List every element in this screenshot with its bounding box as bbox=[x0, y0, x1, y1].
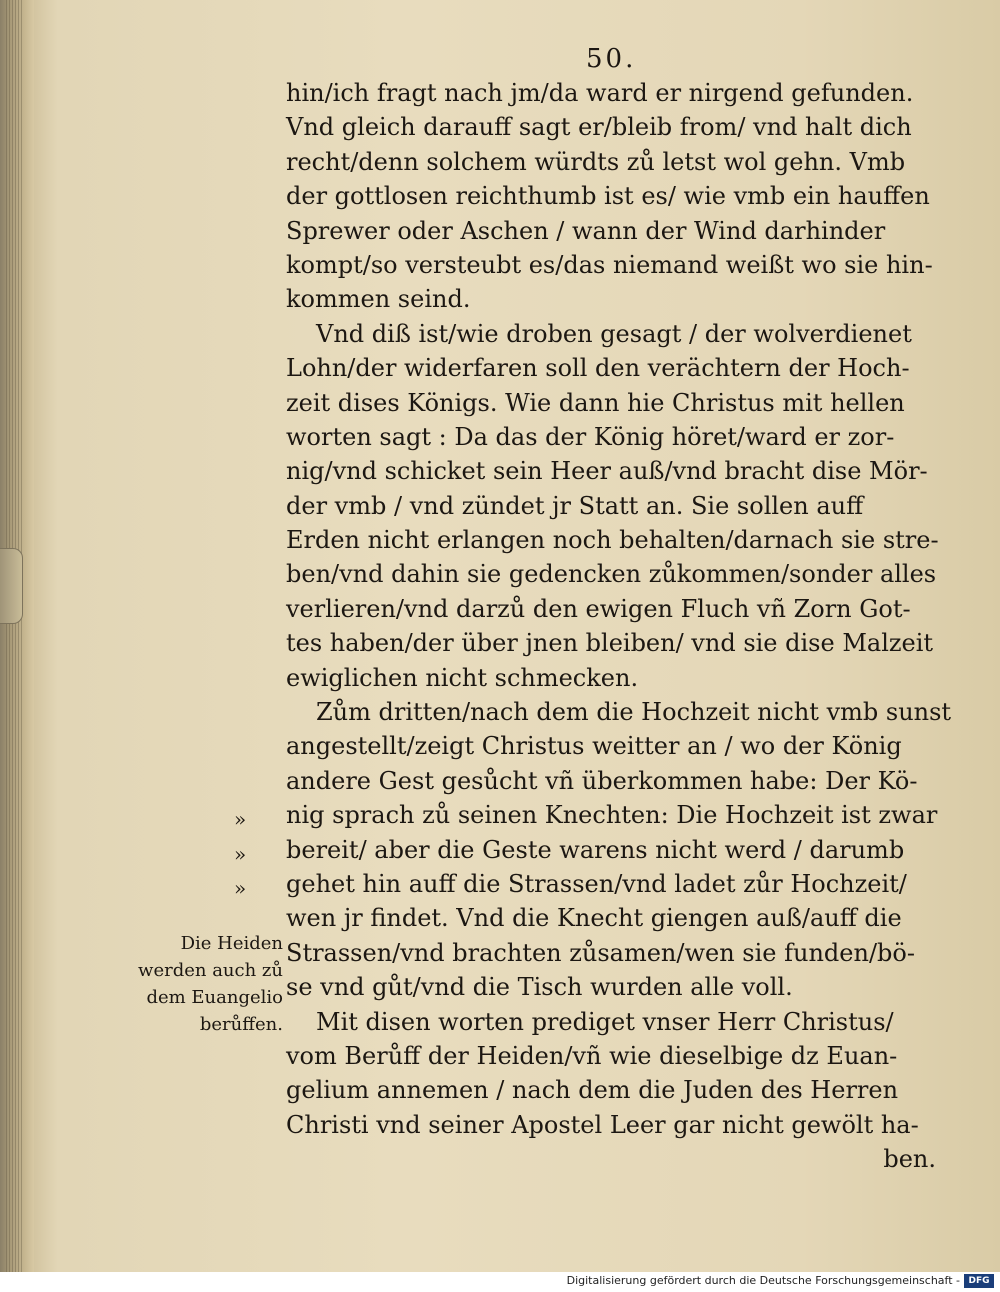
margin-note bbox=[118, 930, 283, 1038]
text-line: ben. bbox=[883, 1145, 936, 1174]
text-line: der vmb / vnd zündet jr Statt an. Sie sollen auff bbox=[286, 491, 864, 520]
text-line: Vnd gleich darauff sagt er/bleib from/ vnd halt dich bbox=[286, 113, 912, 142]
text-line: Zům dritten/nach dem die Hochzeit nicht vmb sunst bbox=[316, 698, 952, 727]
dfg-logo[interactable]: DFG bbox=[964, 1274, 994, 1288]
text-line: tes haben/der über jnen bleiben/ vnd sie dise Malzeit bbox=[286, 629, 934, 658]
text-line: hin/ich fragt nach jm/da ward er nirgend gefunden. bbox=[286, 79, 914, 107]
text-line: gehet hin auff die Strassen/vnd ladet zůr Hochzeit/ bbox=[286, 869, 907, 898]
quoted-line bbox=[234, 867, 936, 901]
quoted-line bbox=[234, 798, 938, 832]
text-line: Christi vnd seiner Apostel Leer gar nicht gewölt ha- bbox=[286, 1110, 919, 1139]
text-line: recht/denn solchem würdts zů letst wol gehn. Vmb bbox=[286, 147, 906, 176]
quote-mark: » bbox=[234, 875, 247, 900]
text-line: nig sprach zů seinen Knechten: Die Hochzeit ist zwar bbox=[286, 801, 938, 830]
text-line: angestellt/zeigt Christus weitter an / wo der König bbox=[286, 732, 902, 761]
text-line: Erden nicht erlangen noch behalten/darnach sie stre- bbox=[286, 526, 939, 555]
text-line: nig/vnd schicket sein Heer auß/vnd bracht dise Mör- bbox=[286, 457, 928, 486]
text-line: Lohn/der widerfaren soll den verächtern der Hoch- bbox=[286, 354, 910, 383]
margin-note-line: werden auch zů bbox=[138, 960, 283, 981]
text-line: kompt/so versteubt es/das niemand weißt wo sie hin- bbox=[286, 250, 933, 279]
text-line: ben/vnd dahin sie gedencken zůkommen/sonder alles bbox=[286, 560, 937, 589]
text-line: se vnd gůt/vnd die Tisch wurden alle voll. bbox=[286, 973, 793, 1002]
text-line: der gottlosen reichthumb ist es/ wie vmb ein hauffen bbox=[286, 182, 930, 211]
text-line: ewiglichen nicht schmecken. bbox=[286, 663, 639, 692]
text-line: Sprewer oder Aschen / wann der Wind darhinder bbox=[286, 216, 886, 245]
text-line: gelium annemen / nach dem die Juden des Herren bbox=[286, 1076, 899, 1105]
quoted-line bbox=[234, 833, 936, 867]
page-edges bbox=[6, 0, 24, 1272]
text-line: verlieren/vnd darzů den ewigen Fluch vñ Zorn Got- bbox=[286, 594, 911, 623]
footer-bar bbox=[0, 1272, 1000, 1292]
text-line: bereit/ aber die Geste warens nicht werd / darumb bbox=[286, 835, 905, 864]
text-line: Strassen/vnd brachten zůsamen/wen sie funden/bö- bbox=[286, 938, 915, 967]
text-line: worten sagt : Da das der König höret/ward er zor- bbox=[286, 422, 895, 451]
text-line: kommen seind. bbox=[286, 285, 471, 314]
text-line: vom Berůff der Heiden/vñ wie dieselbige dz Euan- bbox=[286, 1041, 898, 1070]
quote-mark: » bbox=[234, 807, 247, 832]
book-clasp bbox=[0, 548, 23, 624]
page-number: 50. bbox=[586, 44, 637, 74]
quote-mark: » bbox=[234, 841, 247, 866]
margin-note-line: dem Euangelio bbox=[146, 987, 283, 1008]
text-line: andere Gest gesůcht vñ überkommen habe: Der Kö- bbox=[286, 766, 918, 795]
margin-note-line: berůffen. bbox=[199, 1014, 283, 1035]
footer-credit: Digitalisierung gefördert durch die Deutsche Forschungsgemeinschaft - bbox=[566, 1274, 960, 1287]
margin-note-line: Die Heiden bbox=[180, 933, 283, 954]
text-line: Mit disen worten prediget vnser Herr Christus/ bbox=[316, 1007, 894, 1036]
text-line: zeit dises Königs. Wie dann hie Christus mit hellen bbox=[286, 388, 905, 417]
text-line: wen jr findet. Vnd die Knecht giengen auß/auff die bbox=[286, 904, 902, 933]
text-line: Vnd diß ist/wie droben gesagt / der wolverdienet bbox=[316, 319, 912, 348]
